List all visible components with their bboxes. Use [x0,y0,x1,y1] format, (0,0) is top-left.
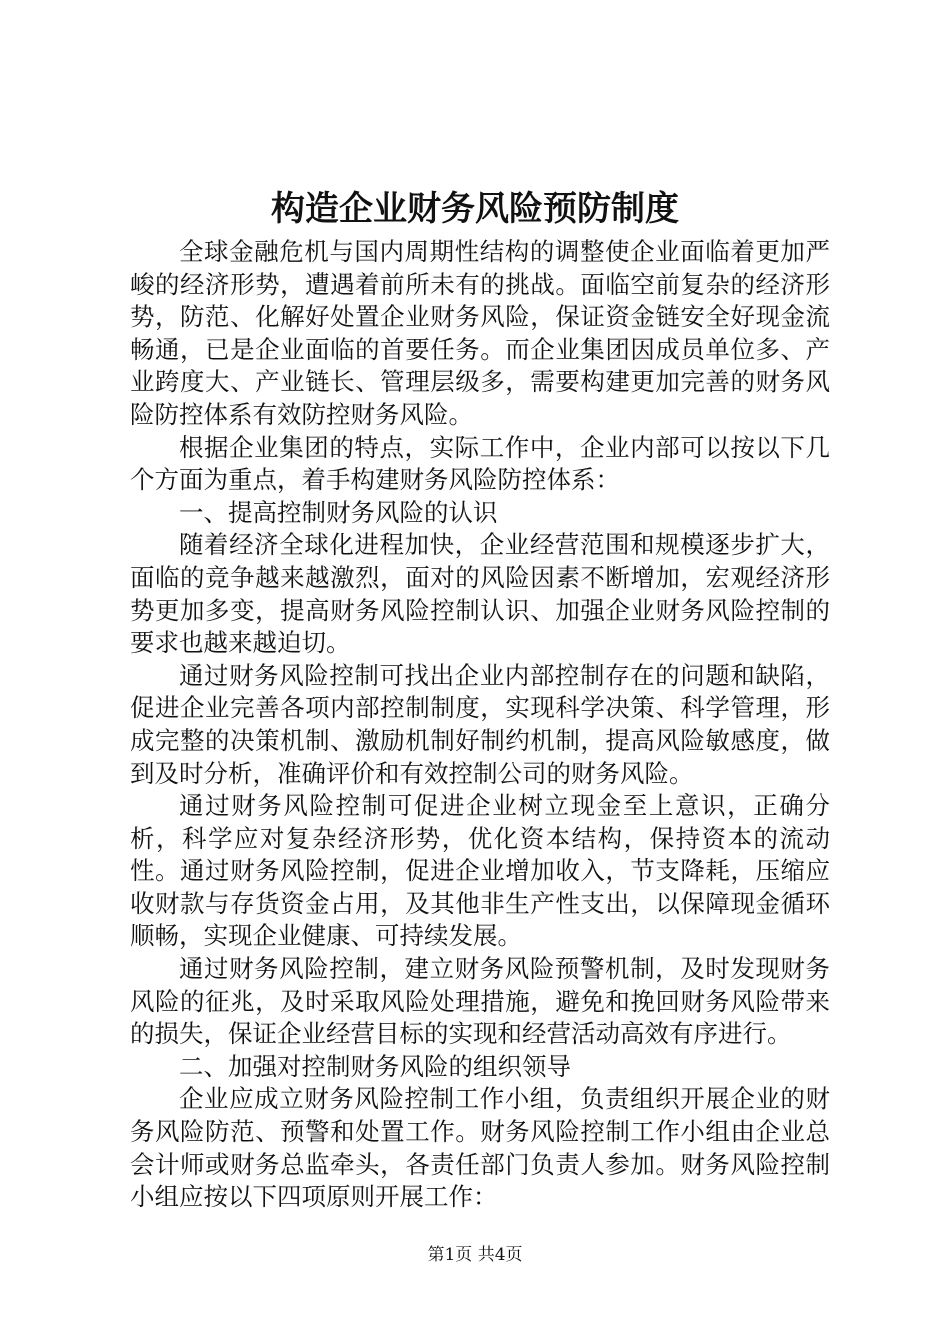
page-footer: 第1页 共4页 [427,1245,523,1265]
paragraph-section1-d: 通过财务风险控制，建立财务风险预警机制，及时发现财务风险的征兆，及时采取风险处理措施，避免和挽回财务风险带来的损失，保证企业经营目标的实现和经营活动高效有序进行。 [130,954,830,1049]
paragraph-intro: 全球金融危机与国内周期性结构的调整使企业面临着更加严峻的经济形势，遭遇着前所未有的挑战。面临空前复杂的经济形势，防范、化解好处置企业财务风险，保证资金链安全好现金流畅通，已是企业面临的首要任务。而企业集团因成员单位多、产业跨度大、产业链长、管理层级多，需要构建更加完善的财务风险防控体系有效防控财务风险。 [130,237,830,429]
section-heading-1: 一、提高控制财务风险的认识 [179,497,498,527]
section-heading-2: 二、加强对控制财务风险的组织领导 [179,1051,571,1081]
paragraph-overview: 根据企业集团的特点，实际工作中，企业内部可以按以下几个方面为重点，着手构建财务风险防控体系： [130,432,830,495]
paragraph-section1-c: 通过财务风险控制可促进企业树立现金至上意识，正确分析，科学应对复杂经济形势，优化资本结构，保持资本的流动性。通过财务风险控制，促进企业增加收入，节支降耗，压缩应收财款与存货资金占用，及其他非生产性支出，以保障现金循环顺畅，实现企业健康、可持续发展。 [130,791,830,951]
paragraph-section2-a: 企业应成立财务风险控制工作小组，负责组织开展企业的财务风险防范、预警和处置工作。财务风险控制工作小组由企业总会计师或财务总监牵头，各责任部门负责人参加。财务风险控制小组应按以下四项原则开展工作： [130,1084,830,1212]
document-body [130,236,830,1214]
paragraph-section1-b: 通过财务风险控制可找出企业内部控制存在的问题和缺陷，促进企业完善各项内部控制制度，实现科学决策、科学管理，形成完整的决策机制、激励机制好制约机制，提高风险敏感度，做到及时分析，准确评价和有效控制公司的财务风险。 [130,660,830,788]
paragraph-section1-a: 随着经济全球化进程加快，企业经营范围和规模逐步扩大，面临的竞争越来越激烈，面对的风险因素不断增加，宏观经济形势更加多变，提高财务风险控制认识、加强企业财务风险控制的要求也越来越迫切。 [130,530,830,658]
page-title: 构造企业财务风险预防制度 [271,189,679,229]
